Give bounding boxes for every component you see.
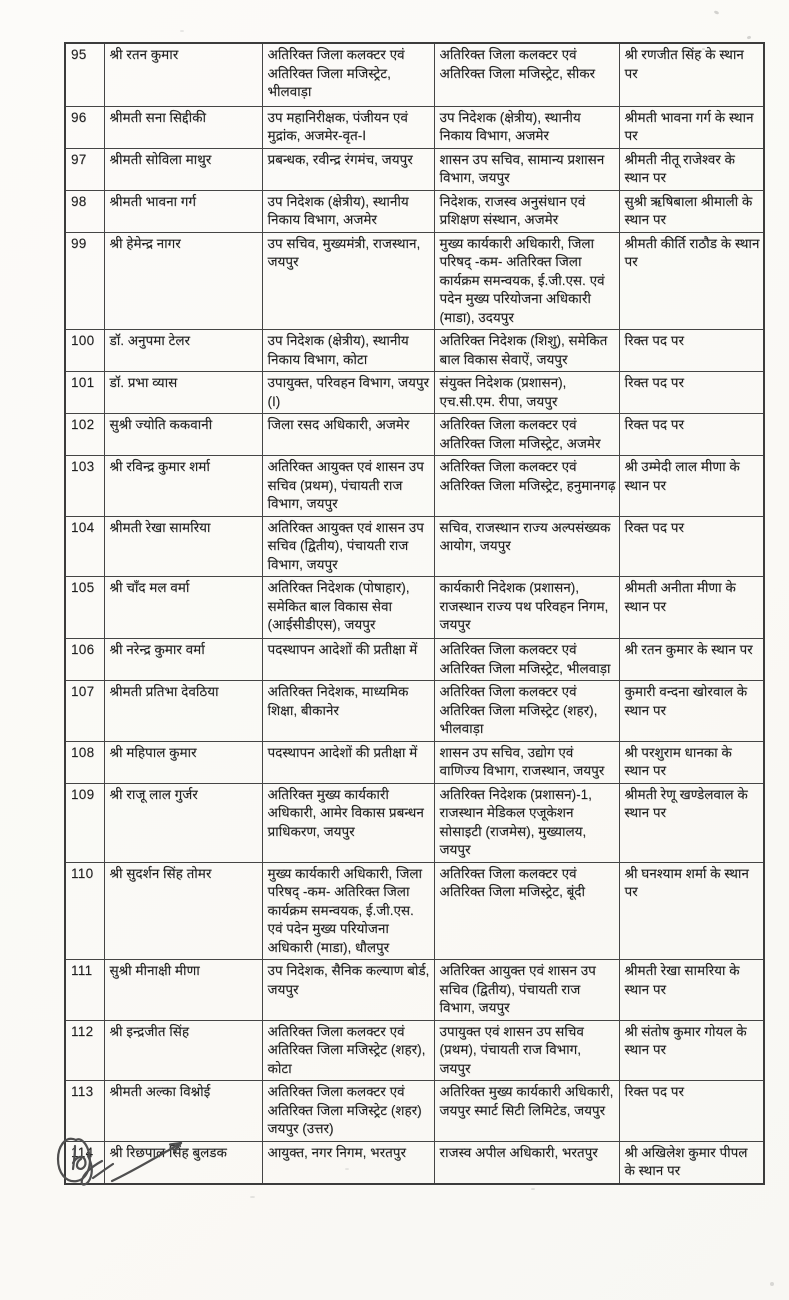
officer-name-cell: श्री महिपाल कुमार [104, 741, 262, 783]
new-post-cell: अतिरिक्त जिला कलक्टर एवं अतिरिक्त जिला मजिस्ट्रेट, भीलवाड़ा [434, 639, 619, 681]
replacement-cell: श्रीमती अनीता मीणा के स्थान पर [619, 577, 764, 639]
serial-number-cell: 96 [65, 106, 104, 148]
table-row [65, 639, 764, 681]
current-post-cell: उप सचिव, मुख्यमंत्री, राजस्थान, जयपुर [262, 232, 434, 330]
replacement-cell: रिक्त पद पर [619, 414, 764, 456]
table-row [65, 516, 764, 577]
officer-name-cell: डॉ. प्रभा व्यास [104, 372, 262, 414]
new-post-cell: अतिरिक्त जिला कलक्टर एवं अतिरिक्त जिला मजिस्ट्रेट, बूंदी [434, 862, 619, 960]
replacement-cell: सुश्री ऋषिबाला श्रीमाली के स्थान पर [619, 190, 764, 232]
replacement-cell: रिक्त पद पर [619, 372, 764, 414]
serial-number-cell: 95 [65, 43, 104, 106]
scan-speck [250, 1196, 255, 1198]
officer-name-cell: श्री चाँद मल वर्मा [104, 577, 262, 639]
table-row [65, 1020, 764, 1081]
table-row [65, 232, 764, 330]
officer-name-cell: श्रीमती प्रतिभा देवठिया [104, 681, 262, 742]
officer-name-cell: श्री रिछपाल सिंह बुलडक [104, 1141, 262, 1184]
current-post-cell: अतिरिक्त जिला कलक्टर एवं अतिरिक्त जिला मजिस्ट्रेट (शहर) जयपुर (उत्तर) [262, 1081, 434, 1142]
replacement-cell: श्री घनश्याम शर्मा के स्थान पर [619, 862, 764, 960]
arrow-shaft [112, 1143, 181, 1181]
table-row [65, 783, 764, 862]
serial-number-cell: 97 [65, 148, 104, 190]
replacement-cell: श्री अखिलेश कुमार पीपल के स्थान पर [619, 1141, 764, 1184]
current-post-cell: पदस्थापन आदेशों की प्रतीक्षा में [262, 639, 434, 681]
serial-number-cell: 105 [65, 577, 104, 639]
table-row [65, 456, 764, 517]
serial-number-cell: 113 [65, 1081, 104, 1142]
new-post-cell: अतिरिक्त आयुक्त एवं शासन उप सचिव (द्वितीय), पंचायती राज विभाग, जयपुर [434, 960, 619, 1021]
officer-name-cell: श्री रविन्द्र कुमार शर्मा [104, 456, 262, 517]
current-post-cell: पदस्थापन आदेशों की प्रतीक्षा में [262, 741, 434, 783]
officer-name-cell: श्री इन्द्रजीत सिंह [104, 1020, 262, 1081]
officer-name-cell: श्री राजू लाल गुर्जर [104, 783, 262, 862]
table-row [65, 372, 764, 414]
scan-speck [702, 48, 705, 50]
new-post-cell: संयुक्त निदेशक (प्रशासन), एच.सी.एम. रीपा, जयपुर [434, 372, 619, 414]
officer-name-cell: सुश्री मीनाक्षी मीणा [104, 960, 262, 1021]
current-post-cell: उप निदेशक, सैनिक कल्याण बोर्ड, जयपुर [262, 960, 434, 1021]
new-post-cell: राजस्व अपील अधिकारी, भरतपुर [434, 1141, 619, 1184]
current-post-cell: उप निदेशक (क्षेत्रीय), स्थानीय निकाय विभाग, कोटा [262, 330, 434, 372]
replacement-cell: श्रीमती कीर्ति राठौड के स्थान पर [619, 232, 764, 330]
current-post-cell: मुख्य कार्यकारी अधिकारी, जिला परिषद् -कम- अतिरिक्त जिला कार्यक्रम समन्वयक, ई.जी.एस. एवं पदेन मुख्य परियोजना अधिकारी (माडा), धौलपुर [262, 862, 434, 960]
new-post-cell: अतिरिक्त निदेशक (शिशु), समेकित बाल विकास सेवाऐं, जयपुर [434, 330, 619, 372]
serial-number-cell: 110 [65, 862, 104, 960]
serial-number-cell: 98 [65, 190, 104, 232]
new-post-cell: अतिरिक्त जिला कलक्टर एवं अतिरिक्त जिला मजिस्ट्रेट, अजमेर [434, 414, 619, 456]
replacement-cell: रिक्त पद पर [619, 1081, 764, 1142]
new-post-cell: उप निदेशक (क्षेत्रीय), स्थानीय निकाय विभाग, अजमेर [434, 106, 619, 148]
new-post-cell: अतिरिक्त जिला कलक्टर एवं अतिरिक्त जिला मजिस्ट्रेट (शहर), भीलवाड़ा [434, 681, 619, 742]
replacement-cell: श्री उम्मेदी लाल मीणा के स्थान पर [619, 456, 764, 517]
new-post-cell: मुख्य कार्यकारी अधिकारी, जिला परिषद् -कम- अतिरिक्त जिला कार्यक्रम समन्वयक, ई.जी.एस. एवं पदेन मुख्य परियोजना अधिकारी (माडा), उदयपुर [434, 232, 619, 330]
current-post-cell: प्रबन्धक, रवीन्द्र रंगमंच, जयपुर [262, 148, 434, 190]
table-row [65, 577, 764, 639]
replacement-cell: श्रीमती रेखा सामरिया के स्थान पर [619, 960, 764, 1021]
serial-number-cell: 114 [65, 1141, 104, 1184]
replacement-cell: श्री रतन कुमार के स्थान पर [619, 639, 764, 681]
new-post-cell: कार्यकारी निदेशक (प्रशासन), राजस्थान राज्य पथ परिवहन निगम, जयपुर [434, 577, 619, 639]
officer-name-cell: सुश्री ज्योति ककवानी [104, 414, 262, 456]
transfer-table-body [65, 43, 764, 1184]
new-post-cell: शासन उप सचिव, सामान्य प्रशासन विभाग, जयपुर [434, 148, 619, 190]
table-row [65, 43, 764, 106]
replacement-cell: रिक्त पद पर [619, 516, 764, 577]
current-post-cell: अतिरिक्त आयुक्त एवं शासन उप सचिव (द्वितीय), पंचायती राज विभाग, जयपुर [262, 516, 434, 577]
officer-name-cell: श्रीमती अल्का विश्नोई [104, 1081, 262, 1142]
serial-number-cell: 102 [65, 414, 104, 456]
current-post-cell: अतिरिक्त मुख्य कार्यकारी अधिकारी, आमेर विकास प्रबन्धन प्राधिकरण, जयपुर [262, 783, 434, 862]
serial-number-cell: 106 [65, 639, 104, 681]
scan-speck [747, 35, 752, 39]
transfer-order-table [64, 42, 765, 1185]
serial-number-cell: 104 [65, 516, 104, 577]
replacement-cell: श्रीमती नीतू राजेश्वर के स्थान पर [619, 148, 764, 190]
serial-number-cell: 100 [65, 330, 104, 372]
scan-speck [770, 1282, 774, 1286]
new-post-cell: शासन उप सचिव, उद्योग एवं वाणिज्य विभाग, राजस्थान, जयपुर [434, 741, 619, 783]
current-post-cell: उप महानिरीक्षक, पंजीयन एवं मुद्रांक, अजमेर-वृत-I [262, 106, 434, 148]
serial-number-cell: 103 [65, 456, 104, 517]
officer-name-cell: डॉ. अनुपमा टेलर [104, 330, 262, 372]
current-post-cell: अतिरिक्त निदेशक (पोषाहार), समेकित बाल विकास सेवा (आईसीडीएस), जयपुर [262, 577, 434, 639]
new-post-cell: उपायुक्त एवं शासन उप सचिव (प्रथम), पंचायती राज विभाग, जयपुर [434, 1020, 619, 1081]
new-post-cell: अतिरिक्त निदेशक (प्रशासन)-1, राजस्थान मेडिकल एजूकेशन सोसाइटी (राजमेस), मुख्यालय, जयपुर [434, 783, 619, 862]
scan-speck [180, 30, 184, 32]
replacement-cell: कुमारी वन्दना खोरवाल के स्थान पर [619, 681, 764, 742]
current-post-cell: अतिरिक्त जिला कलक्टर एवं अतिरिक्त जिला मजिस्ट्रेट (शहर), कोटा [262, 1020, 434, 1081]
new-post-cell: अतिरिक्त मुख्य कार्यकारी अधिकारी, जयपुर स्मार्ट सिटी लिमिटेड, जयपुर [434, 1081, 619, 1142]
new-post-cell: निदेशक, राजस्व अनुसंधान एवं प्रशिक्षण संस्थान, अजमेर [434, 190, 619, 232]
officer-name-cell: श्री नरेन्द्र कुमार वर्मा [104, 639, 262, 681]
table-row [65, 330, 764, 372]
officer-name-cell: श्री सुदर्शन सिंह तोमर [104, 862, 262, 960]
officer-name-cell: श्रीमती सना सिद्दीकी [104, 106, 262, 148]
handwritten-signature-with-arrow [55, 1128, 215, 1213]
table-row [65, 741, 764, 783]
table-row [65, 190, 764, 232]
current-post-cell: आयुक्त, नगर निगम, भरतपुर [262, 1141, 434, 1184]
officer-name-cell: श्रीमती रेखा सामरिया [104, 516, 262, 577]
table-row [65, 148, 764, 190]
serial-number-cell: 111 [65, 960, 104, 1021]
new-post-cell: सचिव, राजस्थान राज्य अल्पसंख्यक आयोग, जयपुर [434, 516, 619, 577]
replacement-cell: रिक्त पद पर [619, 330, 764, 372]
new-post-cell: अतिरिक्त जिला कलक्टर एवं अतिरिक्त जिला मजिस्ट्रेट, हनुमानगढ़ [434, 456, 619, 517]
serial-number-cell: 107 [65, 681, 104, 742]
scan-speck [531, 1188, 535, 1190]
table-row [65, 862, 764, 960]
new-post-cell: अतिरिक्त जिला कलक्टर एवं अतिरिक्त जिला मजिस्ट्रेट, सीकर [434, 43, 619, 106]
scan-speck [345, 1168, 349, 1170]
current-post-cell: अतिरिक्त आयुक्त एवं शासन उप सचिव (प्रथम), पंचायती राज विभाग, जयपुर [262, 456, 434, 517]
serial-number-cell: 112 [65, 1020, 104, 1081]
table-row [65, 106, 764, 148]
current-post-cell: अतिरिक्त जिला कलक्टर एवं अतिरिक्त जिला मजिस्ट्रेट, भीलवाड़ा [262, 43, 434, 106]
officer-name-cell: श्री रतन कुमार [104, 43, 262, 106]
replacement-cell: श्री परशुराम धानका के स्थान पर [619, 741, 764, 783]
replacement-cell: श्रीमती भावना गर्ग के स्थान पर [619, 106, 764, 148]
replacement-cell: श्री संतोष कुमार गोयल के स्थान पर [619, 1020, 764, 1081]
current-post-cell: उप निदेशक (क्षेत्रीय), स्थानीय निकाय विभाग, अजमेर [262, 190, 434, 232]
table-row [65, 681, 764, 742]
officer-name-cell: श्री हेमेन्द्र नागर [104, 232, 262, 330]
scan-speck [714, 10, 720, 15]
replacement-cell: श्री रणजीत सिंह के स्थान पर [619, 43, 764, 106]
current-post-cell: उपायुक्त, परिवहन विभाग, जयपुर (I) [262, 372, 434, 414]
serial-number-cell: 99 [65, 232, 104, 330]
officer-name-cell: श्रीमती सोविला माथुर [104, 148, 262, 190]
serial-number-cell: 101 [65, 372, 104, 414]
serial-number-cell: 108 [65, 741, 104, 783]
serial-number-cell: 109 [65, 783, 104, 862]
table-row [65, 414, 764, 456]
signature-letters [73, 1146, 75, 1169]
current-post-cell: अतिरिक्त निदेशक, माध्यमिक शिक्षा, बीकानेर [262, 681, 434, 742]
current-post-cell: जिला रसद अधिकारी, अजमेर [262, 414, 434, 456]
table-row [65, 960, 764, 1021]
officer-name-cell: श्रीमती भावना गर्ग [104, 190, 262, 232]
replacement-cell: श्रीमती रेणू खण्डेलवाल के स्थान पर [619, 783, 764, 862]
